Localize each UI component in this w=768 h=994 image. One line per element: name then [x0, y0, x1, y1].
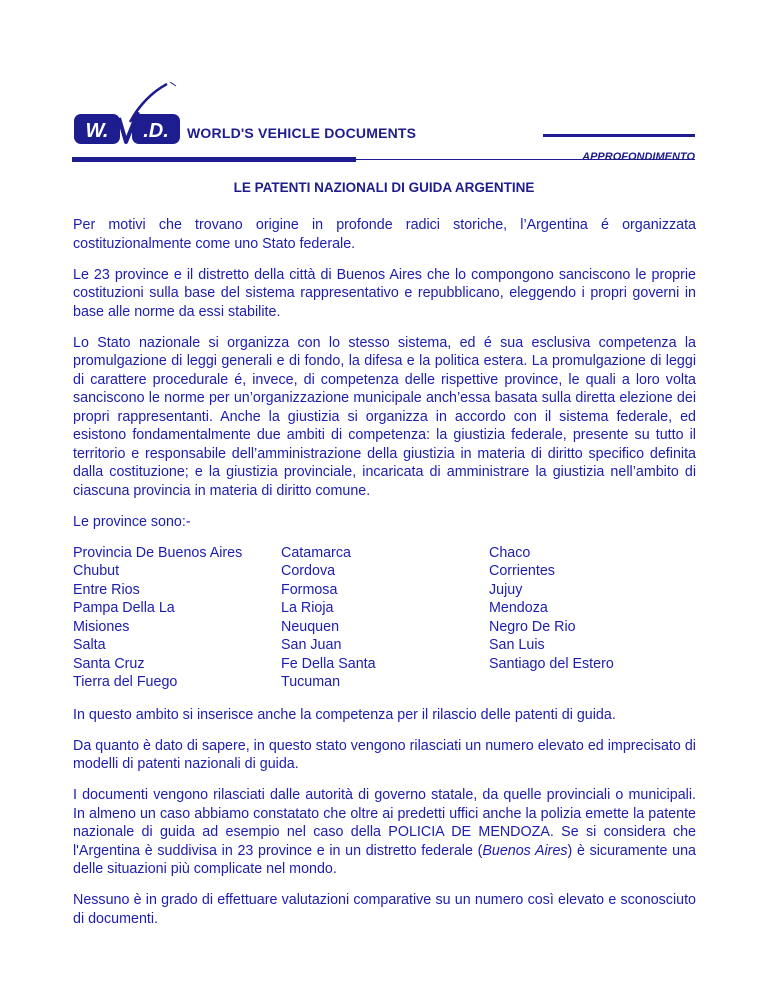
province-item: Entre Rios — [73, 581, 140, 598]
document-title: LE PATENTI NAZIONALI DI GUIDA ARGENTINE — [233, 180, 535, 195]
province-item: Pampa Della La — [73, 600, 175, 616]
province-item: Corrientes — [489, 563, 555, 579]
document-body — [73, 216, 696, 941]
paragraph: In questo ambito si inserisce anche la competenza per il rilascio delle patenti di guida. — [73, 706, 616, 723]
province-item: La Rioja — [281, 600, 334, 616]
province-item: Tierra del Fuego — [73, 674, 178, 690]
header-rule-right — [543, 134, 695, 137]
paragraph — [73, 786, 696, 879]
document-header — [0, 0, 768, 175]
paragraph: Le province sono:- — [73, 513, 191, 530]
italic-place-name: Buenos Aires — [482, 842, 568, 859]
paragraph-text: ) è sicuramente una delle situazioni più complicate nel mondo. — [73, 842, 696, 877]
province-item: Provincia De Buenos Aires — [73, 544, 243, 561]
paragraph: Da quanto è dato di sapere, in questo stato vengono rilasciati un numero elevato ed imprecisato di modelli di patenti nazionali di guida. — [73, 737, 696, 772]
paragraph: Lo Stato nazionale si organizza con lo stesso sistema, ed é sua esclusiva competenza la promulgazione di leggi generali e di fondo, la difesa e la politica estera. La promulgazione di leggi di carattere procedurale é, invece, di competenza delle rispettive province, le quali a loro volta sanciscono le norme per un’organizzazione municipale anch’essa basata sulla diretta elezione dei propri rappresentanti. Anche la giustizia si organizza in accordo con il sistema federale, ed esistono fondamentalmente due ambiti di competenza: la giustizia federale, presente su tutto il territorio e responsabile dell’amministrazione della giustizia in materia di diritto specifico definita dalla costituzione; e la giustizia provinciale, incaricata di amministrare la giustizia nell’ambito di ciascuna provincia in materia di diritto comune. — [73, 334, 696, 499]
province-list — [73, 544, 696, 692]
header-rule-left — [72, 157, 356, 162]
province-item: Santa Cruz — [73, 655, 145, 672]
svg-text:.D.: .D. — [143, 120, 169, 142]
province-item: Negro De Rio — [489, 618, 576, 635]
province-item: Chaco — [489, 544, 531, 561]
province-item: Santiago del Estero — [489, 655, 614, 672]
province-column-3 — [489, 544, 696, 692]
province-item: Fe Della Santa — [281, 655, 376, 672]
province-item: Salta — [73, 637, 106, 653]
svg-text:W.: W. — [85, 120, 109, 142]
province-item: Cordova — [281, 563, 336, 579]
province-item: Mendoza — [489, 600, 548, 616]
province-item: Neuquen — [281, 618, 340, 635]
province-item: Tucuman — [281, 674, 341, 690]
paragraph: Le 23 province e il distretto della città di Buenos Aires che lo compongono sanciscono le proprie costituzioni sulla base del sistema rappresentativo e repubblicano, eleggendo i propri governi in base alle norme da essi stabilite. — [73, 266, 696, 320]
wvd-logo — [72, 82, 184, 150]
brand-name: WORLD'S VEHICLE DOCUMENTS — [187, 125, 417, 141]
province-item: Chubut — [73, 563, 120, 579]
paragraph: Per motivi che trovano origine in profonde radici storiche, l’Argentina é organizzata costituzionalmente come uno Stato federale. — [73, 217, 696, 252]
paragraph: Nessuno è in grado di effettuare valutazioni comparative su un numero così elevato e sconosciuto di documenti. — [73, 892, 696, 927]
province-item: Jujuy — [489, 581, 523, 598]
province-item: Formosa — [281, 581, 338, 598]
province-item: San Luis — [489, 637, 545, 653]
province-item: San Juan — [281, 637, 342, 653]
section-tag: APPROFONDIMENTO — [582, 151, 695, 163]
paragraph-text: I documenti vengono rilasciati dalle autorità di governo statale, da quelle provinciali o municipali. In almeno un caso abbiamo constatato che oltre ai predetti uffici anche la polizia emette la patente nazionale di guida ad esempio nel caso della POLICIA DE MENDOZA. Se si considera che l'Argentina è suddivisa in 23 province e in un distretto federale ( — [73, 787, 696, 859]
province-column-2 — [281, 544, 489, 692]
province-column-1 — [73, 544, 281, 692]
province-item: Misiones — [73, 618, 130, 635]
province-item: Catamarca — [281, 544, 351, 561]
